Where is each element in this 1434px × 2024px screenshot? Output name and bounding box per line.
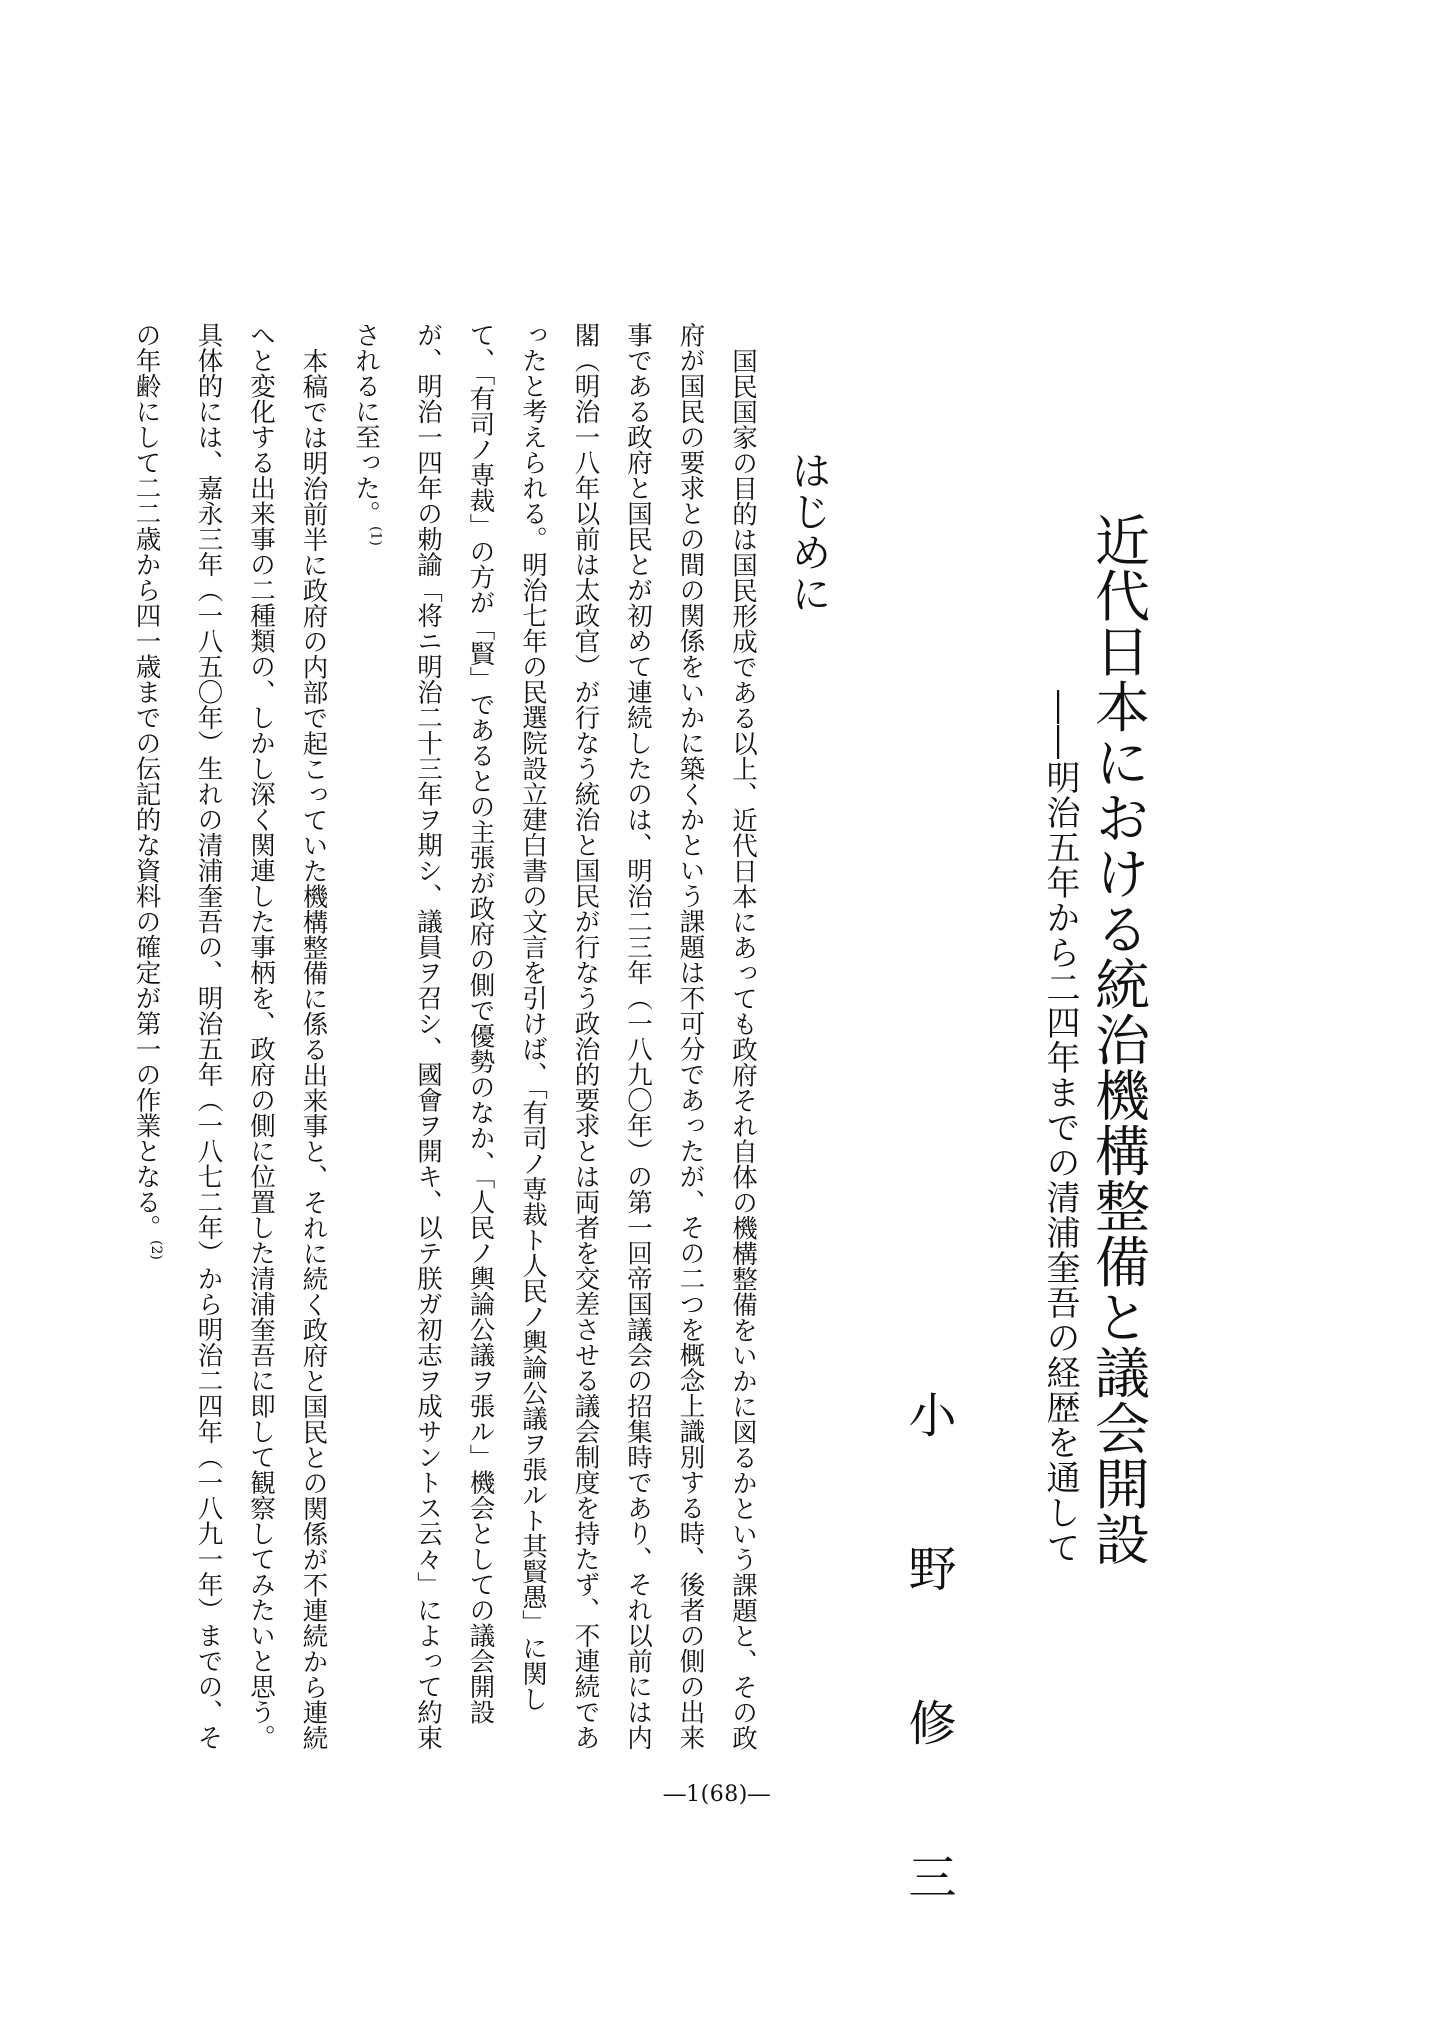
article-subtitle: ――明治五年から二四年までの清浦奎吾の経歴を通して <box>1040 690 1080 1565</box>
paragraph-text: 国民国家の目的は国民形成である以上、近代日本にあっても政府それ自体の機構整備をいかに図るかという課題と、その政府が国民の要求との間の関係をいかに築くかという課題は不可分であったが、その二つを概念上識別する時、後者の側の出来事である政府と国民とが初めて連続したのは、明治二三年（一八九〇年）の第一回帝国議会の招集時であり、それ以前には内閣（明治一八年以前は太政官）が行なう統治と国民が行なう政治的要求とは両者を交差させる議会制度を持たず、不連続であったと考えられる。明治七年の民選院設立建白書の文言を引けば、「有司ノ専裁ト人民ノ輿論公議ヲ張ルト其賢愚」に関して、「有司ノ専裁」の方が「賢」であるとの主張が政府の側で優勢のなか、「人民ノ輿論公議ヲ張ル」機会としての議会開設が、明治一四年の勅諭「将ニ明治二十三年ヲ期シ、議員ヲ召シ、國會ヲ開キ、以テ朕ガ初志ヲ成サントス云々」によって約束されるに至った。 <box>351 322 758 1750</box>
article-title: 近代日本における統治機構整備と議会開設 <box>1086 512 1150 1567</box>
author-name <box>902 1390 954 1900</box>
body-text <box>120 322 769 1762</box>
paragraph <box>340 322 770 1762</box>
footnote-marker: (2) <box>148 1240 164 1260</box>
page-number: ―1(68)― <box>663 1782 771 1807</box>
author-char: 三 <box>900 1852 956 1900</box>
footnote-marker: (1) <box>367 526 384 546</box>
author-char: 野 <box>900 1544 956 1592</box>
paragraph <box>120 322 340 1762</box>
author-char: 修 <box>900 1698 956 1746</box>
section-heading: はじめに <box>785 450 831 614</box>
paragraph-text: 本稿では明治前半に政府の内部で起こっていた機構整備に係る出来事と、それに続く政府と国民との関係が不連続から連続へと変化する出来事の二種類の、しかし深く関連した事柄を、政府の側に位置した清浦奎吾に即して観察してみたいと思う。具体的には、嘉永三年（一八五〇年）生れの清浦奎吾の、明治五年（一八七二年）から明治二四年（一八九一年）までの、その年齢にして二二歳から四一歳までの伝記的な資料の確定が第一の作業となる。 <box>131 322 329 1750</box>
author-char: 小 <box>900 1390 956 1438</box>
